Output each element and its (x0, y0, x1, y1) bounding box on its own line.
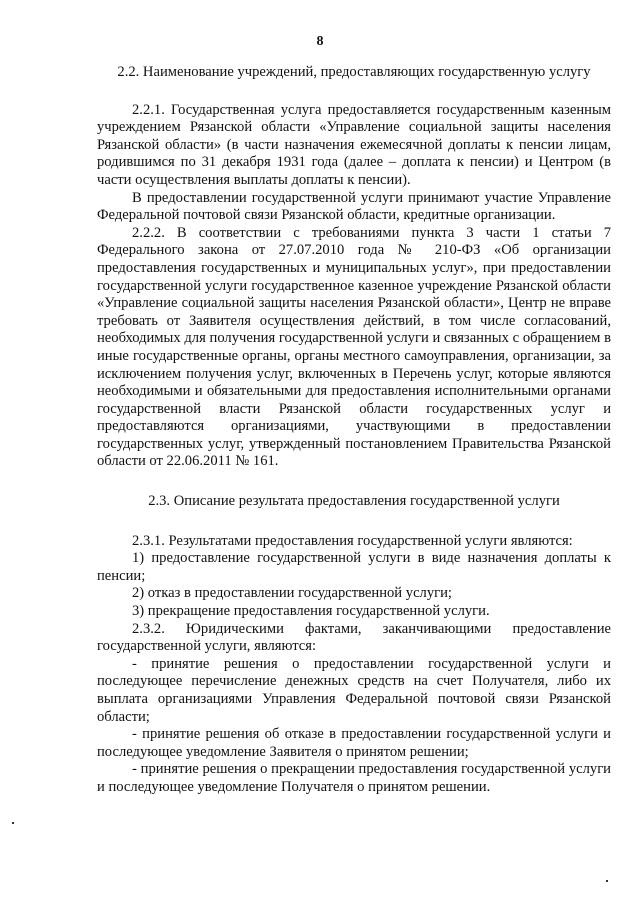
paragraph-2-3-2: 2.3.2. Юридическими фактами, заканчивающими предоставление государственной услуги, являются: (97, 620, 611, 655)
section-heading-2-3: 2.3. Описание результата предоставления государственной услуги (148, 493, 560, 510)
scan-speck (606, 880, 608, 882)
scan-speck (12, 822, 14, 824)
document-body (97, 64, 611, 797)
list-item-fact-2: - принятие решения об отказе в предоставлении государственной услуги и последующее уведомление Заявителя о принятом решении; (97, 726, 611, 760)
paragraph-2-3-1: 2.3.1. Результатами предоставления государственной услуги являются: (132, 532, 573, 549)
paragraph-2-2-2: 2.2.2. В соответствии с требованиями пункта 3 части 1 статьи 7 Федерального закона от 27.07.2010 года № 210-ФЗ «Об организации предоставления государственных и муниципальных услуг», при предоставлении государственной услуги государственное казенное учреждение Рязанской области «Управление социальной защиты населения Рязанской области», Центр не вправе требовать от Заявителя осуществления действий, в том числе согласований, необходимых для получения государственной услуги и связанных с обращением в иные государственные органы, органы местного самоуправления, организации, за исключением получения услуг, включенных в Перечень услуг, которые являются необходимыми и обязательными для предоставления исполнительными органами государственной власти Рязанской области государственных услуг и предоставляются организациями, участвующими в предоставлении государственных услуг, утвержденный постановлением Правительства Рязанской области от 22.06.2011 № 161. (97, 224, 611, 470)
list-item-result-3: 3) прекращение предоставления государственной услуги. (132, 603, 490, 620)
list-item-result-1: 1) предоставление государственной услуги в виде назначения доплаты к пенсии; (97, 550, 611, 584)
paragraph-2-2-1: 2.2.1. Государственная услуга предоставляется государственным казенным учреждением Рязанской области «Управление социальной защиты населения Рязанской области» (в части назначения ежемесячной доплаты к пенсии лицам, родившимся по 31 декабря 1931 года (далее – доплата к пенсии) и Центром (в части осуществления выплаты доплаты к пенсии). (97, 101, 611, 188)
paragraph-participants: В предоставлении государственной услуги принимают участие Управление Федеральной почтовой связи Рязанской области, кредитные организации. (97, 189, 611, 224)
list-item-fact-3: - принятие решения о прекращении предоставления государственной услуги и последующее уведомление Получателя о принятом решении. (97, 761, 611, 795)
list-item-result-2: 2) отказ в предоставлении государственной услуги; (132, 585, 452, 602)
list-item-fact-1: - принятие решения о предоставлении государственной услуги и последующее перечисление денежных средств на счет Получателя, либо их выплата организациями Управления Федеральной почтовой связи Рязанской области; (97, 655, 611, 725)
page-number: 8 (316, 34, 324, 49)
section-heading-2-2: 2.2. Наименование учреждений, предоставляющих государственную услугу (117, 64, 591, 80)
